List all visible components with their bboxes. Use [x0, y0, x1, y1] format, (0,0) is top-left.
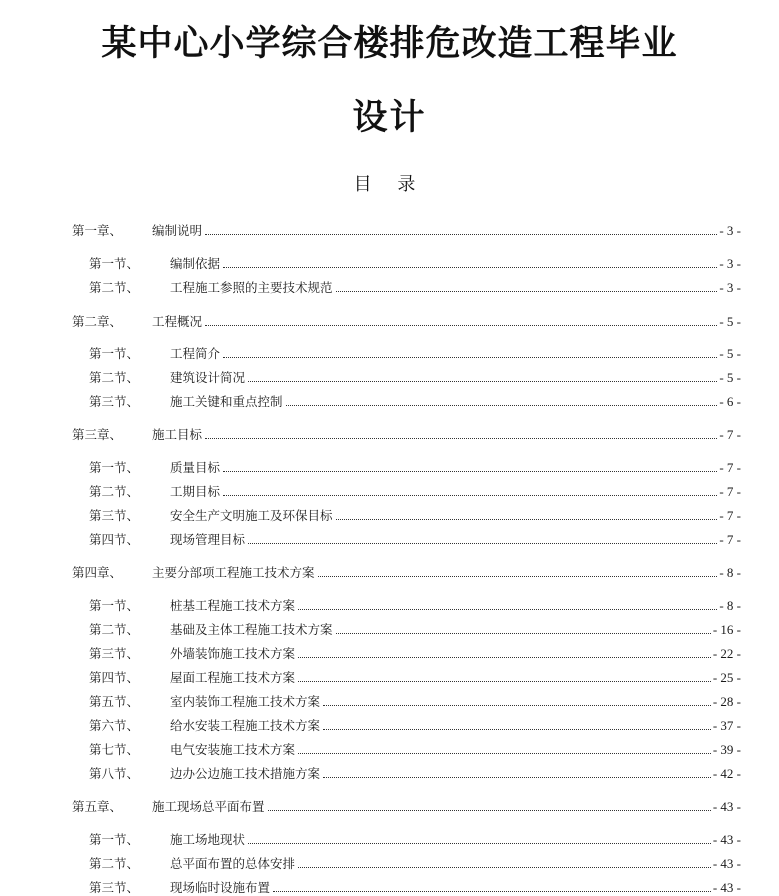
toc-entry-page: - 5 -	[719, 346, 741, 361]
toc-entry-page: - 3 -	[719, 280, 741, 295]
toc-entry-page: - 5 -	[719, 370, 741, 385]
toc-entry-section[interactable]	[89, 668, 741, 686]
toc-entry-label: 施工关键和重点控制	[170, 394, 283, 409]
dot-leader	[336, 632, 711, 634]
toc-entry-number: 第六节、	[89, 718, 140, 733]
toc-entry-number: 第一章、	[72, 223, 123, 238]
dot-leader	[223, 494, 717, 496]
toc-entry-section[interactable]	[89, 854, 741, 872]
toc-heading: 目 录	[353, 174, 426, 195]
dot-leader	[286, 404, 718, 406]
toc-entry-page: - 43 -	[712, 856, 741, 871]
toc-entry-label: 编制依据	[170, 256, 221, 271]
toc-entry-label: 外墙装饰施工技术方案	[170, 646, 296, 661]
dot-leader	[205, 437, 717, 439]
toc-entry-label: 安全生产文明施工及环保目标	[170, 508, 333, 523]
toc-entry-label: 工程施工参照的主要技术规范	[170, 280, 333, 295]
dot-leader	[223, 470, 717, 472]
dot-leader	[336, 290, 718, 292]
dot-leader	[248, 542, 717, 544]
toc-entry-label: 工程简介	[170, 346, 221, 361]
toc-entry-section[interactable]	[89, 344, 741, 362]
toc-entry-page: - 22 -	[712, 646, 741, 661]
toc-entry-page: - 37 -	[712, 718, 741, 733]
toc-entry-label: 编制说明	[152, 223, 203, 238]
toc-entry-label: 施工目标	[152, 427, 203, 442]
toc-entry-section[interactable]	[89, 620, 741, 638]
toc-entry-section[interactable]	[89, 506, 741, 524]
toc-entry-page: - 5 -	[719, 314, 741, 329]
toc-entry-label: 边办公边施工技术措施方案	[170, 766, 321, 781]
toc-entry-label: 给水安装工程施工技术方案	[170, 718, 321, 733]
toc-entry-label: 工期目标	[170, 484, 221, 499]
toc-entry-label: 施工场地现状	[170, 832, 246, 847]
toc-entry-chapter[interactable]	[72, 221, 741, 239]
toc-entry-page: - 6 -	[719, 394, 741, 409]
toc-entry-page: - 7 -	[719, 427, 741, 442]
toc-entry-section[interactable]	[89, 368, 741, 386]
toc-entry-page: - 28 -	[712, 694, 741, 709]
toc-entry-page: - 16 -	[712, 622, 741, 637]
toc-entry-page: - 43 -	[712, 880, 741, 895]
toc-entry-section[interactable]	[89, 530, 741, 548]
dot-leader	[205, 324, 717, 326]
dot-leader	[323, 728, 711, 730]
dot-leader	[223, 356, 717, 358]
toc-entry-label: 现场临时设施布置	[170, 880, 271, 895]
toc-entry-section[interactable]	[89, 878, 741, 896]
toc-entry-section[interactable]	[89, 278, 741, 296]
toc-entry-chapter[interactable]	[72, 563, 741, 581]
toc-entry-chapter[interactable]	[72, 425, 741, 443]
toc-entry-label: 主要分部项工程施工技术方案	[152, 565, 315, 580]
toc-entry-number: 第四节、	[89, 532, 140, 547]
toc-entry-label: 室内装饰工程施工技术方案	[170, 694, 321, 709]
toc-entry-number: 第四章、	[72, 565, 123, 580]
dot-leader	[248, 380, 717, 382]
toc-entry-label: 桩基工程施工技术方案	[170, 598, 296, 613]
toc-entry-label: 工程概况	[152, 314, 203, 329]
toc-entry-number: 第一节、	[89, 598, 140, 613]
toc-entry-section[interactable]	[89, 644, 741, 662]
toc-entry-section[interactable]	[89, 692, 741, 710]
toc-entry-number: 第三节、	[89, 394, 140, 409]
toc-entry-page: - 3 -	[719, 223, 741, 238]
document-title-line-2: 设计	[352, 98, 427, 138]
toc-entry-section[interactable]	[89, 764, 741, 782]
dot-leader	[248, 842, 711, 844]
dot-leader	[205, 233, 717, 235]
toc-entry-section[interactable]	[89, 740, 741, 758]
toc-entry-page: - 7 -	[719, 460, 741, 475]
toc-entry-label: 建筑设计简况	[170, 370, 246, 385]
toc-entry-section[interactable]	[89, 392, 741, 410]
toc-entry-number: 第二节、	[89, 484, 140, 499]
toc-entry-chapter[interactable]	[72, 797, 741, 815]
toc-entry-number: 第二节、	[89, 370, 140, 385]
toc-entry-section[interactable]	[89, 596, 741, 614]
toc-entry-page: - 7 -	[719, 508, 741, 523]
toc-entry-label: 现场管理目标	[170, 532, 246, 547]
toc-entry-number: 第八节、	[89, 766, 140, 781]
toc-entry-number: 第二节、	[89, 622, 140, 637]
toc-entry-number: 第一节、	[89, 832, 140, 847]
dot-leader	[336, 518, 718, 520]
toc-entry-number: 第三节、	[89, 508, 140, 523]
toc-entry-page: - 8 -	[719, 598, 741, 613]
toc-entry-section[interactable]	[89, 482, 741, 500]
dot-leader	[323, 776, 711, 778]
toc-entry-number: 第三章、	[72, 427, 123, 442]
toc-entry-page: - 39 -	[712, 742, 741, 757]
document-title-line-1: 某中心小学综合楼排危改造工程毕业	[101, 24, 678, 64]
toc-entry-page: - 7 -	[719, 532, 741, 547]
toc-entry-section[interactable]	[89, 716, 741, 734]
toc-entry-number: 第一节、	[89, 256, 140, 271]
toc-entry-label: 基础及主体工程施工技术方案	[170, 622, 333, 637]
toc-entry-page: - 3 -	[719, 256, 741, 271]
dot-leader	[318, 575, 718, 577]
toc-entry-label: 屋面工程施工技术方案	[170, 670, 296, 685]
toc-entry-number: 第三节、	[89, 646, 140, 661]
dot-leader	[223, 266, 717, 268]
toc-entry-section[interactable]	[89, 254, 741, 272]
toc-entry-section[interactable]	[89, 458, 741, 476]
dot-leader	[268, 809, 711, 811]
toc-entry-page: - 43 -	[712, 832, 741, 847]
toc-entry-label: 质量目标	[170, 460, 221, 475]
toc-entry-number: 第二节、	[89, 856, 140, 871]
toc-entry-label: 电气安装施工技术方案	[170, 742, 296, 757]
toc-entry-number: 第五节、	[89, 694, 140, 709]
toc-entry-number: 第四节、	[89, 670, 140, 685]
toc-entry-page: - 25 -	[712, 670, 741, 685]
dot-leader	[298, 752, 711, 754]
toc-entry-page: - 43 -	[712, 799, 741, 814]
dot-leader	[323, 704, 711, 706]
toc-entry-number: 第一节、	[89, 346, 140, 361]
toc-entry-section[interactable]	[89, 830, 741, 848]
dot-leader	[298, 866, 711, 868]
toc-entry-page: - 7 -	[719, 484, 741, 499]
toc-entry-page: - 42 -	[712, 766, 741, 781]
toc-entry-number: 第七节、	[89, 742, 140, 757]
dot-leader	[298, 680, 711, 682]
toc-entry-number: 第一节、	[89, 460, 140, 475]
dot-leader	[298, 656, 711, 658]
toc-entry-number: 第二章、	[72, 314, 123, 329]
toc-entry-page: - 8 -	[719, 565, 741, 580]
toc-entry-number: 第五章、	[72, 799, 123, 814]
toc-entry-chapter[interactable]	[72, 312, 741, 330]
toc-entry-label: 总平面布置的总体安排	[170, 856, 296, 871]
toc-entry-number: 第三节、	[89, 880, 140, 895]
toc-entry-label: 施工现场总平面布置	[152, 799, 265, 814]
toc-entry-number: 第二节、	[89, 280, 140, 295]
dot-leader	[298, 608, 717, 610]
